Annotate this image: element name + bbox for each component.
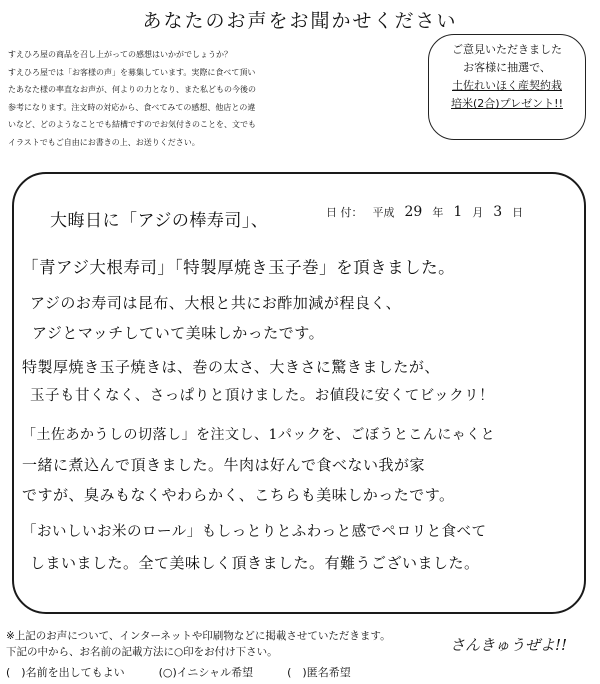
date-year: 29 [404, 204, 423, 220]
date-label: 日 付： [326, 206, 363, 219]
bubble-line: お客様に抽選で、 [463, 61, 551, 74]
letter-line: ですが、臭みもなくやわらかく、こちらも美味しかったです。 [22, 486, 455, 504]
signature: さんきゅうぜよ!! [450, 636, 568, 654]
date-field [326, 204, 523, 220]
letter-line: しまいました。全て美味しく頂きました。有難うございました。 [30, 554, 480, 572]
date-day: 3 [493, 204, 503, 220]
date-era: 平成 [372, 206, 395, 219]
intro-line: いなど、どのようなことでも結構ですのでお気付きのことを、文でも [8, 120, 256, 129]
footer-note: ※上記のお声について、インターネットや印刷物などに掲載させていただきます。 [6, 630, 391, 642]
letter-line: 「青アジ大根寿司」「特製厚焼き玉子巻」を頂きました。 [22, 258, 456, 277]
letter-line: 特製厚焼き玉子焼きは、巻の太さ、大きさに驚きましたが、 [22, 358, 440, 376]
bubble-line: 培米(2合)プレゼント!! [451, 97, 563, 110]
prize-bubble [428, 34, 586, 140]
letter-line: アジのお寿司は昆布、大根と共にお酢加減が程良く、 [30, 294, 402, 312]
intro-line: すえひろ屋の商品を召し上がっての感想はいかがでしょうか？ [8, 50, 232, 59]
date-month: 1 [453, 204, 463, 220]
date-year-unit: 年 [432, 206, 444, 219]
choice-initials[interactable]: (○)イニシャル希望 [158, 666, 254, 679]
intro-line: イラストでもご自由にお書きの上、お送りください。 [8, 137, 200, 147]
letter-line: 「土佐あかうしの切落し」を注文し、1パックを、ごぼうとこんにゃくと [22, 427, 496, 443]
letter-line: 一緒に煮込んで頂きました。牛肉は好んで食べない我が家 [22, 456, 426, 474]
choice-real-name[interactable]: ( )名前を出してもよい [6, 666, 125, 679]
name-choices [6, 664, 351, 680]
page-title: あなたのお声をお聞かせください [142, 10, 458, 32]
intro-line: すえひろ屋では「お客様の声」を募集しています。実際に食べて頂い [8, 67, 256, 77]
footer-note: 下記の中から、お名前の記載方法に○印をお付け下さい。 [6, 646, 278, 658]
letter-line: 大晦日に「アジの棒寿司」、 [50, 211, 269, 231]
footer-notes [6, 628, 391, 660]
choice-anonymous[interactable]: ( )匿名希望 [287, 666, 351, 679]
intro-line: たあなた様の率直なお声が、何よりの力となり、また私どもの今後の [8, 85, 256, 94]
bubble-line: 土佐れいほく産契約栽 [452, 79, 562, 92]
letter-line: アジとマッチしていて美味しかったです。 [32, 324, 325, 342]
date-day-unit: 日 [512, 206, 524, 219]
letter-line: 「おいしいお米のロール」もしっとりとふわっと感でペロリと食べて [22, 524, 487, 540]
letter-line: 玉子も甘くなく、さっぱりと頂けました。お値段に安くてビックリ！ [30, 388, 495, 404]
bubble-line: ご意見いただきました [452, 43, 562, 56]
intro-text [8, 46, 436, 151]
date-month-unit: 月 [472, 206, 484, 219]
intro-line: 参考になります。注文時の対応から、食べてみての感想、他店との違 [8, 102, 256, 112]
